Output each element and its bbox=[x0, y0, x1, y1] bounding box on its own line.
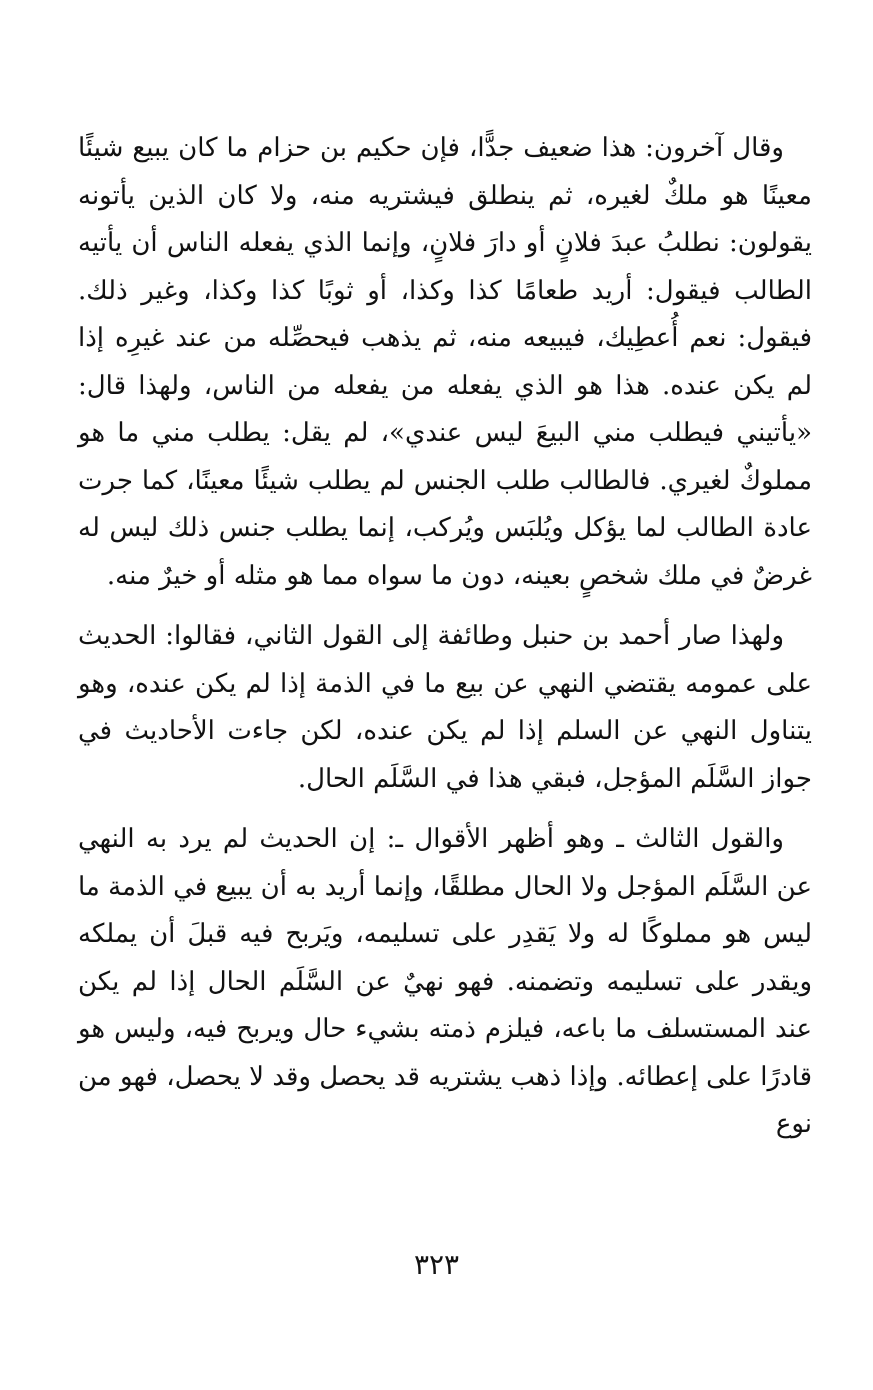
paragraph-1: وقال آخرون: هذا ضعيف جدًّا، فإن حكيم بن حزام ما كان يبيع شيئًا معينًا هو ملكٌ لغيره، ثم ينطلق فيشتريه منه، ولا كان الذين يأتونه يقولون: نطلبُ عبدَ فلانٍ أو دارَ فلانٍ، وإنما الذي يفعله الناس أن يأتيه الطالب فيقول: أريد طعامًا كذا وكذا، أو ثوبًا كذا وكذا، وغير ذلك. فيقول: نعم أُعطِيك، فيبيعه منه، ثم يذهب فيحصِّله من عند غيرِه إذا لم يكن عنده. هذا هو الذي يفعله من يفعله من الناس، ولهذا قال: «يأتيني فيطلب مني البيعَ ليس عندي»، لم يقل: يطلب مني ما هو مملوكٌ لغيري. فالطالب طلب الجنس لم يطلب شيئًا معينًا، كما جرت عادة الطالب لما يؤكل ويُلبَس ويُركب، إنما يطلب جنس ذلك ليس له غرضٌ في ملك شخصٍ بعينه، دون ما سواه مما هو مثله أو خيرٌ منه. bbox=[78, 133, 812, 591]
paragraph-2: ولهذا صار أحمد بن حنبل وطائفة إلى القول الثاني، فقالوا: الحديث على عمومه يقتضي النهي عن بيع ما في الذمة إذا لم يكن عنده، وهو يتناول النهي عن السلم إذا لم يكن عنده، لكن جاءت الأحاديث في جواز السَّلَم المؤجل، فبقي هذا في السَّلَم الحال. bbox=[78, 621, 812, 794]
page-number: ٣٢٣ bbox=[413, 1248, 460, 1281]
page-body bbox=[78, 125, 812, 1149]
paragraph-3: والقول الثالث ـ وهو أظهر الأقوال ـ: إن الحديث لم يرد به النهي عن السَّلَم المؤجل ولا الحال مطلقًا، وإنما أريد به أن يبيع في الذمة ما ليس هو مملوكًا له ولا يَقدِر على تسليمه، ويَربح فيه قبلَ أن يملكه ويقدر على تسليمه وتضمنه. فهو نهيٌ عن السَّلَم الحال إذا لم يكن عند المستسلف ما باعه، فيلزم ذمته بشيء حال ويربح فيه، وليس هو قادرًا على إعطائه. وإذا ذهب يشتريه قد يحصل وقد لا يحصل، فهو من نوع bbox=[78, 824, 812, 1139]
